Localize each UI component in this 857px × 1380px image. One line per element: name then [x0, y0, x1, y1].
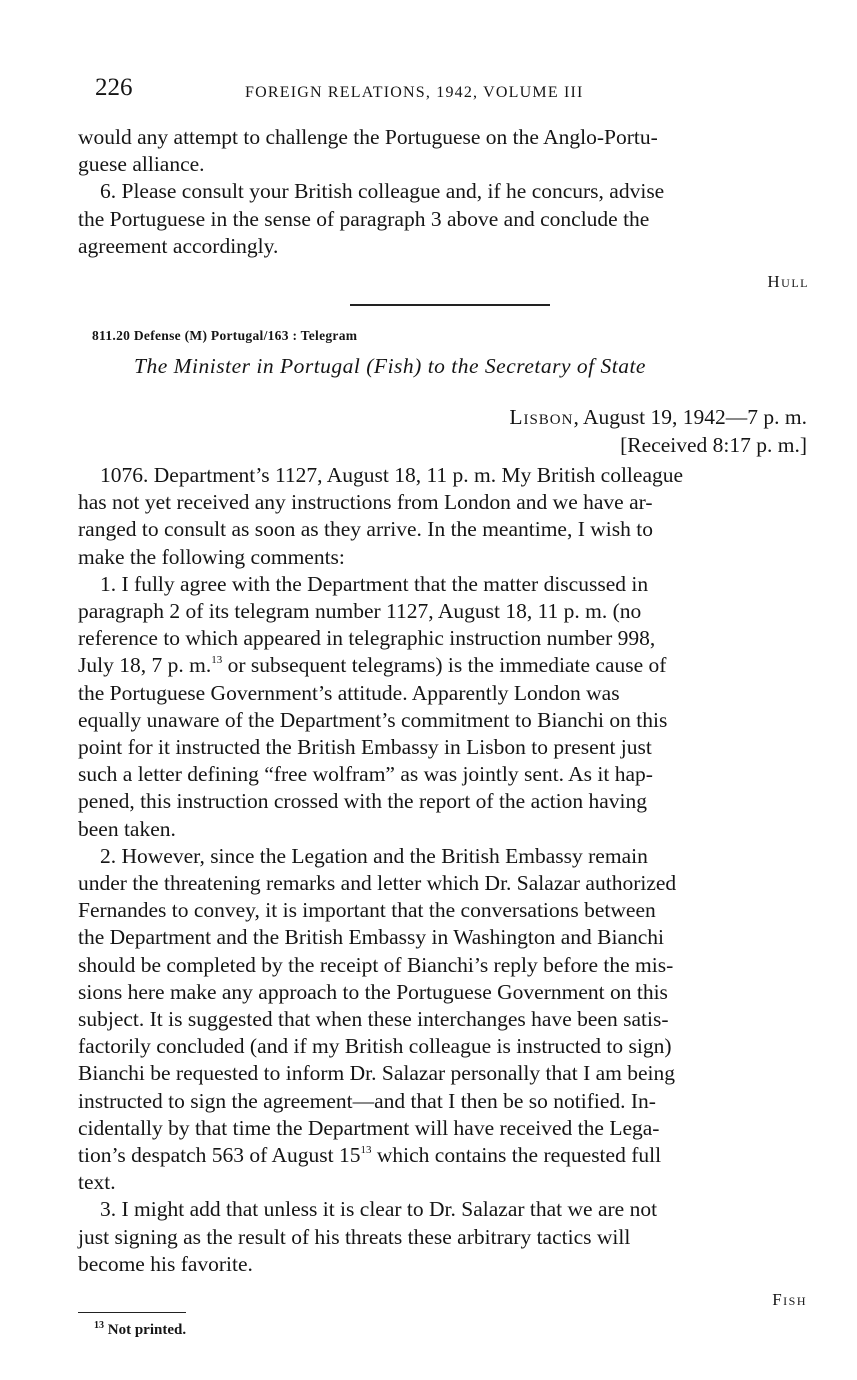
- page-number: 226: [95, 74, 133, 101]
- running-title: FOREIGN RELATIONS, 1942, VOLUME III: [245, 84, 584, 101]
- footnote-marker: 13: [94, 1320, 104, 1331]
- previous-document-ending: [78, 124, 810, 260]
- footnote-rule: [78, 1312, 186, 1313]
- document-subject: The Minister in Portugal (Fish) to the Secretary of State: [134, 354, 646, 378]
- paragraph-6: 6. Please consult your British colleague and, if he concurs, advise the Portuguese in the sense of paragraph 3 above and conclude the agreement accordingly.: [78, 179, 665, 258]
- signature-fish: Fish: [772, 1290, 807, 1309]
- telegram-body: [78, 462, 810, 1278]
- point-2-paragraph: 2. However, since the Legation and the British Embassy remain under the threatening remarks and letter which Dr. Salazar authorized Fernandes to convey, it is important that the conversations between the Department and the British Embassy in Washington and Bianchi should be completed by the receipt of Bianchi’s reply before the mis- sions here make any approach to the Portuguese Government on this subject. It is suggested that when these interchanges have been satis- factorily concluded (and if my British colleague is instructed to sign) Bianchi be requested to inform Dr. Salazar personally that I am being instructed to sign the agreement—and that I then be so notified. In- cidentally by that time the Department will have received the Lega- tion’s despatch 563 of August $15^{13}$ which contains the requested full text.: [78, 843, 677, 1195]
- footnote: [94, 1322, 186, 1339]
- dateline-place-date: Lisbon, August 19, 1942—7 p. m.: [509, 405, 807, 429]
- footnote-ref: 13: [360, 1144, 372, 1157]
- footnote-ref: 13: [211, 654, 223, 667]
- file-reference: 811.20 Defense (M) Portugal/163 : Telegram: [92, 328, 358, 343]
- point-1-paragraph: 1. I fully agree with the Department that the matter discussed in paragraph 2 of its telegram number 1127, August 18, 11 p. m. (no reference to which appeared in telegraphic instruction number 998, July 18, 7 p. m.$^{13}$ or subsequent telegrams) is the immediate cause of the Portuguese Government’s attitude. Apparently London was equally unaware of the Department’s commitment to Bianchi on this point for it instructed the British Embassy in Lisbon to present just such a letter defining “free wolfram” as was jointly sent. As it hap- pened, this instruction crossed with the report of the action having been taken.: [78, 571, 668, 841]
- dateline: [509, 403, 807, 459]
- point-3-paragraph: 3. I might add that unless it is clear to Dr. Salazar that we are not just signing as the result of his threats these arbitrary tactics will become his favorite.: [78, 1197, 658, 1276]
- footnote-text: Not printed.: [104, 1322, 187, 1338]
- page-header: [95, 74, 775, 108]
- received-time: [Received 8:17 p. m.]: [620, 433, 807, 457]
- continuation-paragraph: would any attempt to challenge the Portuguese on the Anglo-Portu- guese alliance.: [78, 125, 658, 177]
- signature-hull: Hull: [767, 272, 809, 291]
- section-divider: [350, 304, 550, 306]
- intro-paragraph: 1076. Department’s 1127, August 18, 11 p. m. My British colleague has not yet received any instructions from London and we have ar- ranged to consult as soon as they arrive. In the meantime, I wish to make the following comments:: [78, 463, 684, 569]
